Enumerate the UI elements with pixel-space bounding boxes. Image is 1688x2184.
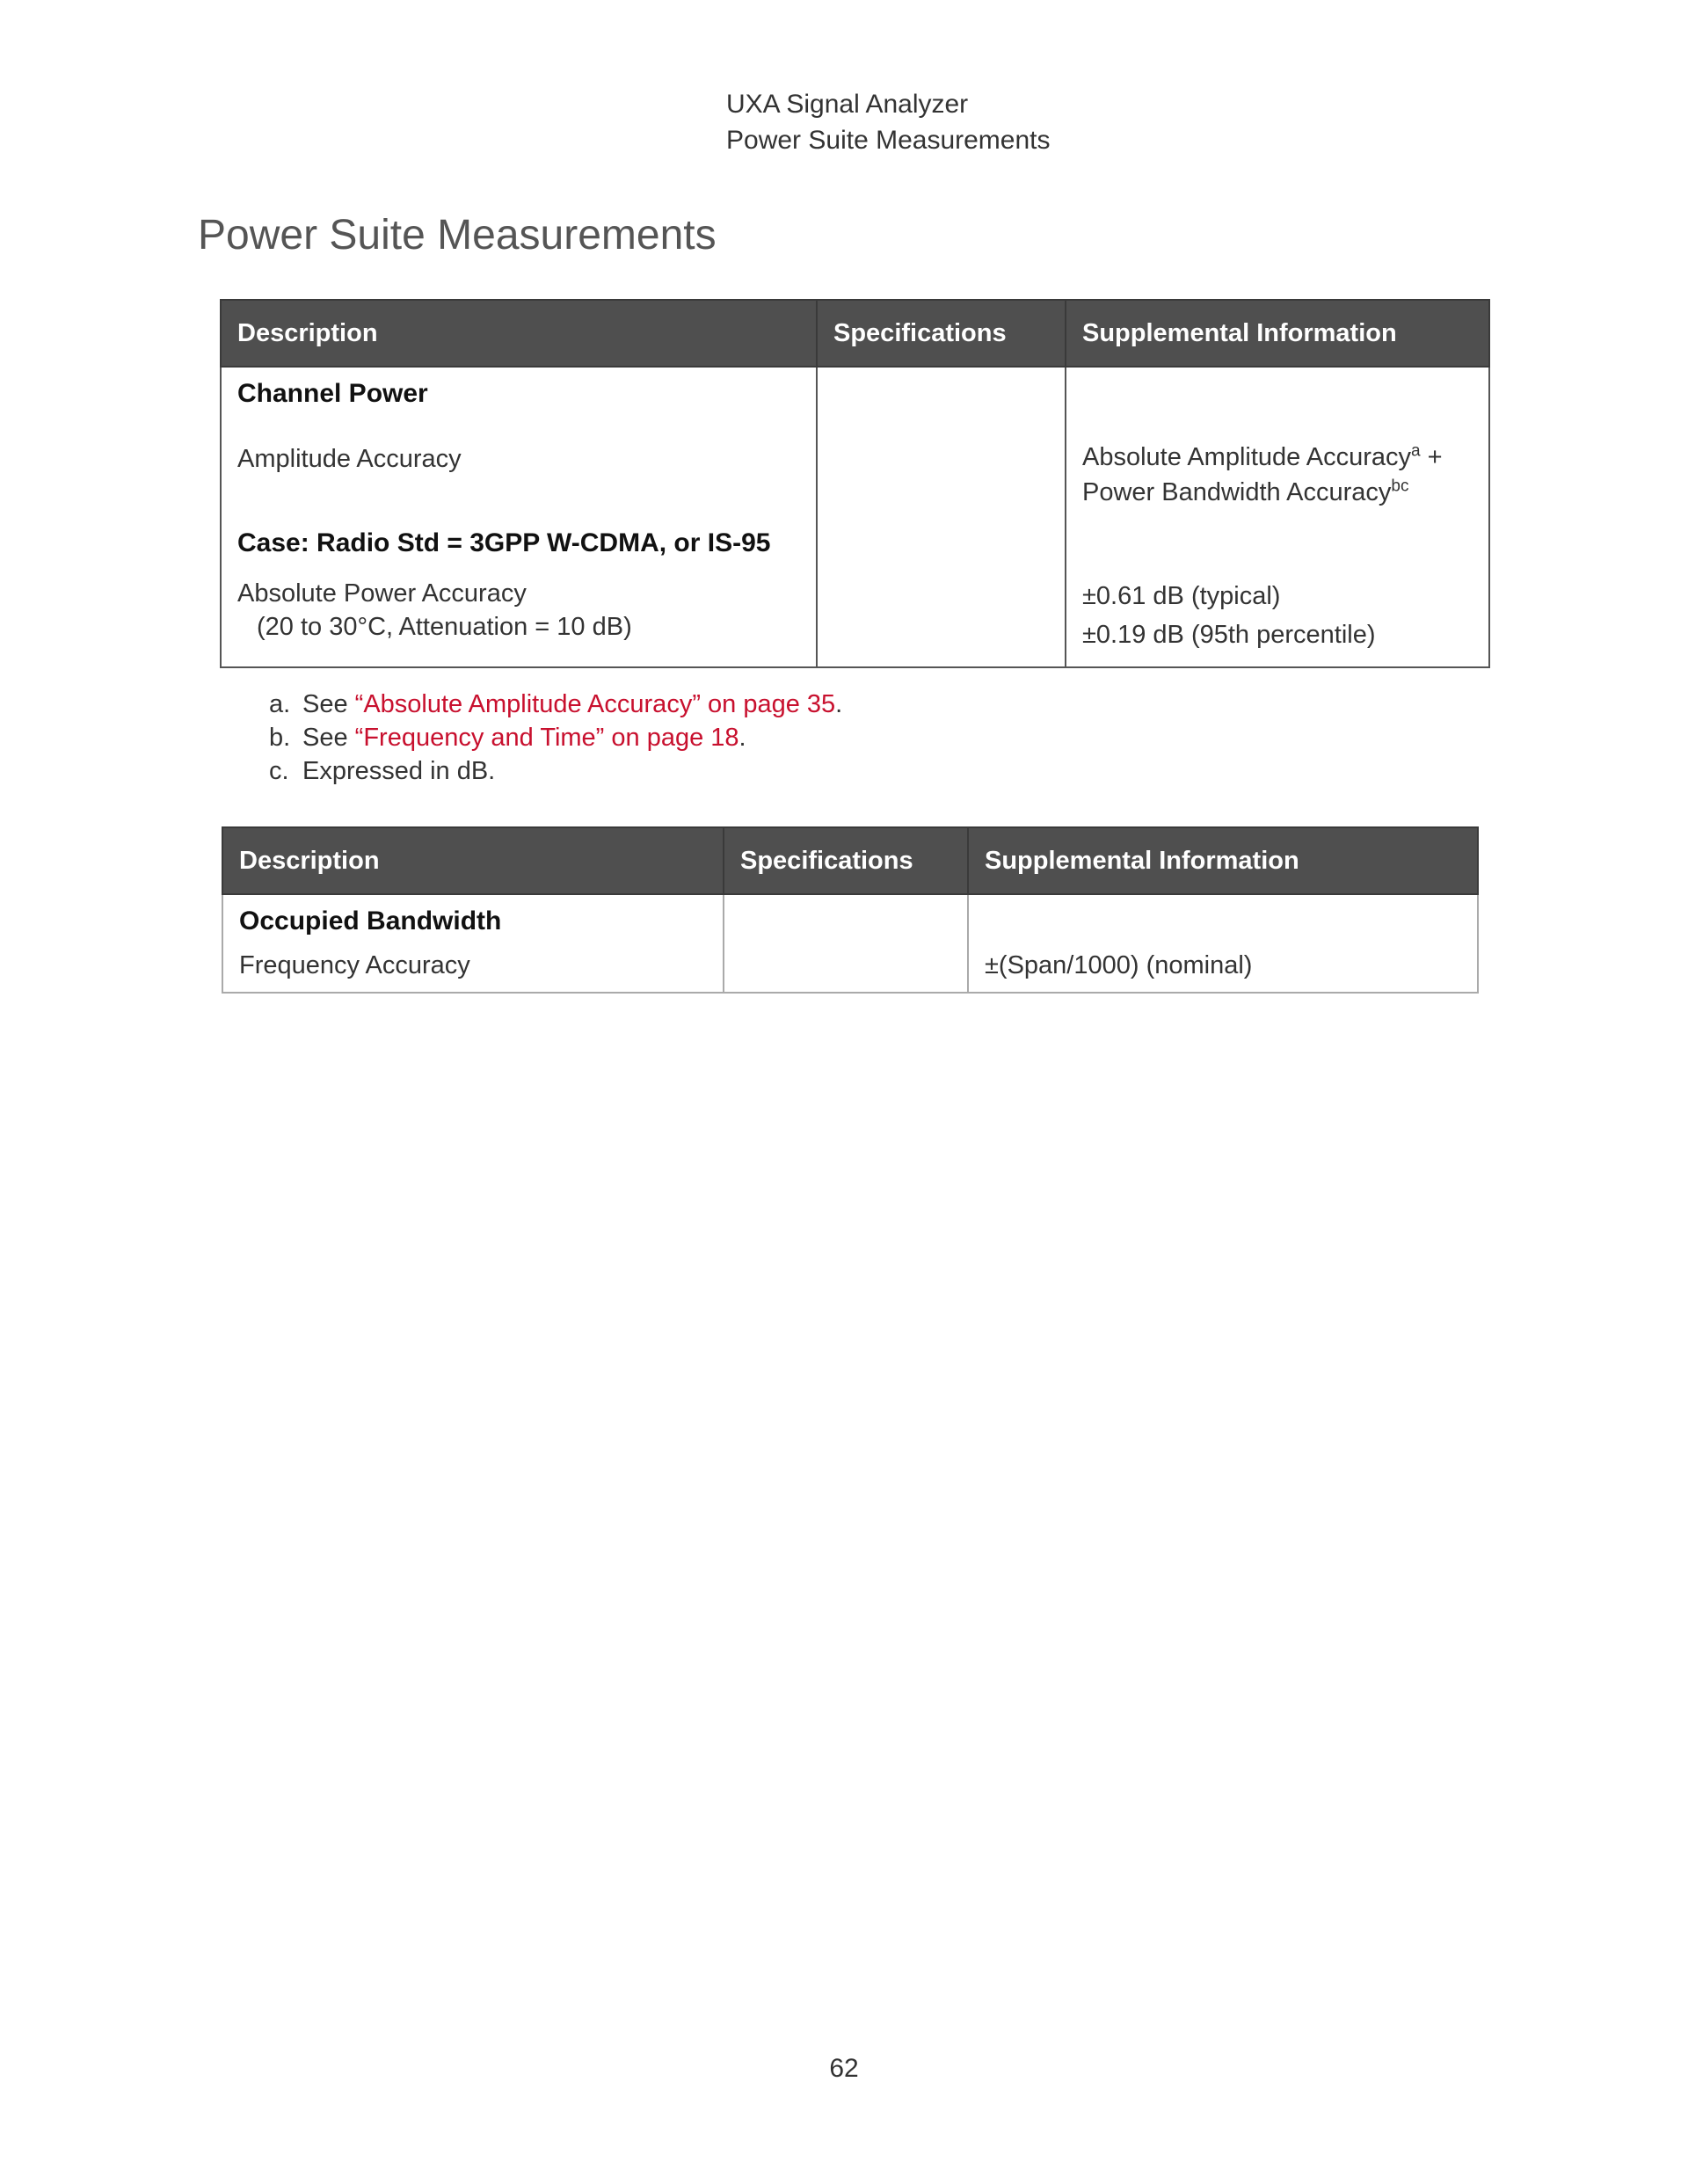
supplemental-line — [1082, 475, 1473, 510]
occupied-bandwidth-table — [222, 826, 1479, 994]
table-row — [221, 367, 1489, 429]
absolute-power-label: Absolute Power Accuracy — [237, 579, 527, 608]
table-row — [221, 526, 1489, 573]
table-cell — [968, 894, 1478, 948]
table-cell — [724, 948, 968, 993]
column-header-description: Description — [221, 300, 817, 367]
table-cell — [817, 526, 1066, 573]
supplemental-text: Power Bandwidth Accuracy — [1082, 478, 1392, 506]
column-header-description: Description — [222, 827, 724, 894]
footnote-suffix: . — [738, 724, 746, 752]
footnote-b — [269, 721, 842, 754]
footnote-ref-a: a — [1410, 441, 1421, 461]
table-cell — [817, 573, 1066, 667]
footnote-letter: a. — [269, 690, 291, 718]
table-cell — [817, 367, 1066, 429]
row-heading-channel-power: Channel Power — [237, 379, 428, 408]
supplemental-text: Absolute Amplitude Accuracy — [1082, 443, 1411, 471]
footnote-c — [269, 754, 842, 788]
table-cell — [817, 429, 1066, 526]
case-heading: Case: Radio Std = 3GPP W-CDMA, or IS-95 — [237, 528, 771, 557]
table-cell — [222, 894, 724, 948]
column-header-supplemental: Supplemental Information — [968, 827, 1478, 894]
channel-power-table — [220, 299, 1490, 668]
table-cell — [221, 526, 817, 573]
table-header-row — [221, 300, 1489, 367]
frequency-accuracy-value: ±(Span/1000) (nominal) — [985, 951, 1253, 979]
absolute-power-condition: (20 to 30°C, Attenuation = 10 dB) — [257, 613, 632, 641]
table-cell — [222, 948, 724, 993]
footnotes — [269, 688, 842, 788]
running-header — [726, 86, 1051, 158]
row-heading-occupied-bandwidth: Occupied Bandwidth — [239, 906, 502, 935]
frequency-accuracy-label: Frequency Accuracy — [239, 951, 470, 979]
footnote-letter: b. — [269, 724, 291, 752]
table-cell — [1066, 573, 1489, 667]
table-row — [222, 894, 1478, 948]
page-title: Power Suite Measurements — [198, 212, 717, 258]
column-header-specifications: Specifications — [724, 827, 968, 894]
header-chapter-name: Power Suite Measurements — [726, 126, 1051, 155]
table-cell — [968, 948, 1478, 993]
percentile-value: ±0.19 dB (95th percentile) — [1082, 621, 1376, 649]
table-row — [222, 948, 1478, 993]
table-cell — [1066, 367, 1489, 429]
table-cell — [221, 429, 817, 526]
table-header-row — [222, 827, 1478, 894]
plus-sign: + — [1420, 443, 1443, 471]
typical-value: ±0.61 dB (typical) — [1082, 582, 1281, 610]
column-header-supplemental: Supplemental Information — [1066, 300, 1489, 367]
footnote-a — [269, 688, 842, 721]
table-row — [221, 573, 1489, 667]
footnote-ref-bc: bc — [1391, 477, 1409, 496]
column-header-specifications: Specifications — [817, 300, 1066, 367]
table-cell — [1066, 526, 1489, 573]
table-cell — [724, 894, 968, 948]
header-product-name: UXA Signal Analyzer — [726, 90, 969, 119]
link-frequency-and-time[interactable]: “Frequency and Time” on page 18 — [354, 724, 739, 752]
amplitude-accuracy-label: Amplitude Accuracy — [237, 445, 462, 473]
footnote-letter: c. — [269, 757, 289, 785]
footnote-suffix: . — [835, 690, 843, 718]
page-number: 62 — [829, 2054, 859, 2083]
table-cell — [221, 573, 817, 667]
link-absolute-amplitude-accuracy[interactable]: “Absolute Amplitude Accuracy” on page 35 — [354, 690, 836, 718]
table-cell — [221, 367, 817, 429]
footnote-prefix: See — [302, 724, 355, 752]
table-row — [221, 429, 1489, 526]
footnote-text: Expressed in dB. — [302, 757, 496, 785]
footnote-prefix: See — [302, 690, 355, 718]
supplemental-line — [1082, 440, 1473, 475]
table-cell — [1066, 429, 1489, 526]
